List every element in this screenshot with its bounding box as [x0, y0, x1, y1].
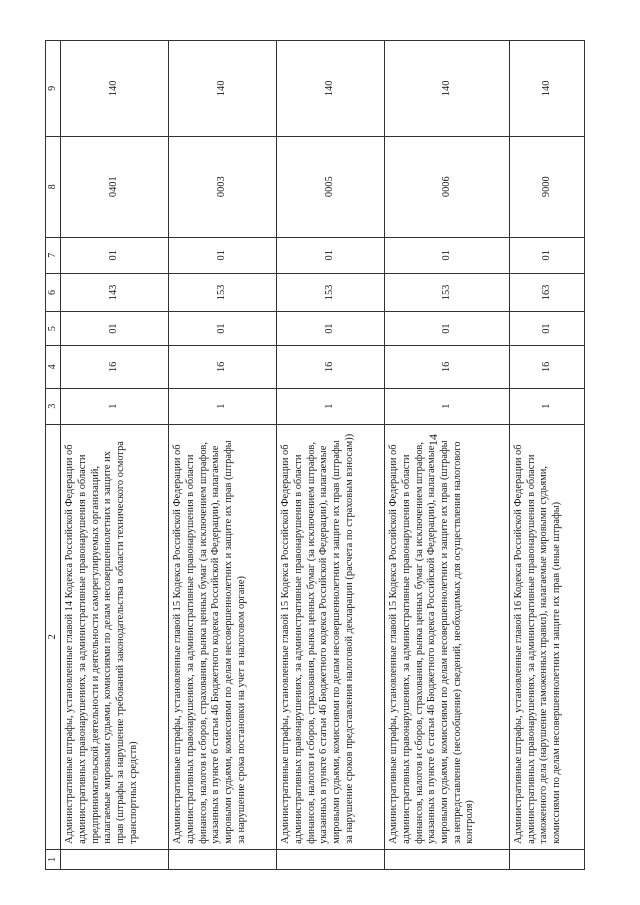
code-cell: 0005 — [277, 136, 385, 237]
rotated-table-container — [45, 40, 585, 870]
code-cell: 140 — [61, 41, 169, 137]
code-cell: 9000 — [509, 136, 584, 237]
code-cell: 01 — [169, 312, 277, 346]
code-cell: 1 — [277, 388, 385, 424]
table-row — [385, 41, 510, 870]
empty-cell — [169, 849, 277, 869]
header-cell: 6 — [46, 273, 61, 311]
header-cell: 9 — [46, 41, 61, 137]
code-cell: 153 — [277, 273, 385, 311]
table-row — [61, 41, 169, 870]
table-row — [509, 41, 584, 870]
code-cell: 1 — [509, 388, 584, 424]
code-cell: 16 — [277, 346, 385, 389]
empty-cell — [61, 849, 169, 869]
code-cell: 01 — [509, 237, 584, 273]
code-cell: 01 — [385, 237, 510, 273]
code-cell: 163 — [509, 273, 584, 311]
code-cell: 1 — [385, 388, 510, 424]
code-cell: 153 — [169, 273, 277, 311]
table-header-row — [46, 41, 61, 870]
code-cell: 01 — [277, 237, 385, 273]
code-cell: 01 — [169, 237, 277, 273]
fine-description: Административные штрафы, установленные главой 16 Кодекса Российской Федерации об административных правонарушениях, за административные правонарушения в области таможенного дела (нарушение таможенных правил), налагаемые мировыми судьями, комиссиями по делам несовершеннолетних и защите их прав (иные штрафы) — [509, 424, 584, 849]
header-cell: 3 — [46, 388, 61, 424]
code-cell: 16 — [385, 346, 510, 389]
fine-description: Административные штрафы, установленные главой 15 Кодекса Российской Федерации об административных правонарушениях, за административные правонарушения в области финансов, налогов и сборов, страхования, рынка ценных бумаг (за исключением штрафов, указанных в пункте 6 статьи 46 Бюджетного кодекса Российской Федерации), налагаемые мировыми судьями, комиссиями по делам несовершеннолетних и защите их прав (штрафы за нарушение срока постановки на учет в налоговом органе) — [169, 424, 277, 849]
code-cell: 140 — [385, 41, 510, 137]
header-cell: 4 — [46, 346, 61, 389]
page-number: 14 — [426, 434, 440, 446]
code-cell: 1 — [169, 388, 277, 424]
code-cell: 01 — [385, 312, 510, 346]
header-cell: 1 — [46, 849, 61, 869]
header-cell: 7 — [46, 237, 61, 273]
code-cell: 01 — [61, 237, 169, 273]
table-row — [277, 41, 385, 870]
code-cell: 16 — [61, 346, 169, 389]
empty-cell — [385, 849, 510, 869]
header-cell: 5 — [46, 312, 61, 346]
code-cell: 01 — [61, 312, 169, 346]
code-cell: 140 — [277, 41, 385, 137]
code-cell: 0401 — [61, 136, 169, 237]
fine-description: Административные штрафы, установленные главой 15 Кодекса Российской Федерации об административных правонарушениях, за административные правонарушения в области финансов, налогов и сборов, страхования, рынка ценных бумаг (за исключением штрафов, указанных в пункте 6 статьи 46 Бюджетного кодекса Российской Федерации), налагаемые мировыми судьями, комиссиями по делам несовершеннолетних и защите их прав (штрафы за нарушение сроков представления налоговой декларации (расчета по страховым взносам)) — [277, 424, 385, 849]
code-cell: 0003 — [169, 136, 277, 237]
code-cell: 16 — [509, 346, 584, 389]
code-cell: 01 — [277, 312, 385, 346]
code-cell: 16 — [169, 346, 277, 389]
code-cell: 140 — [169, 41, 277, 137]
fine-description: Административные штрафы, установленные главой 15 Кодекса Российской Федерации об административных правонарушениях, за административные правонарушения в области финансов, налогов и сборов, страхования, рынка ценных бумаг (за исключением штрафов, указанных в пункте 6 статьи 46 Бюджетного кодекса Российской Федерации), налагаемые мировыми судьями, комиссиями по делам несовершеннолетних и защите их прав (штрафы за непредставление (несообщение) сведений, необходимых для осуществления налогового контроля) — [385, 424, 510, 849]
empty-cell — [277, 849, 385, 869]
code-cell: 1 — [61, 388, 169, 424]
code-cell: 01 — [509, 312, 584, 346]
code-cell: 140 — [509, 41, 584, 137]
header-cell: 8 — [46, 136, 61, 237]
code-cell: 0006 — [385, 136, 510, 237]
code-cell: 153 — [385, 273, 510, 311]
empty-cell — [509, 849, 584, 869]
budget-classification-table — [45, 40, 585, 870]
header-cell: 2 — [46, 424, 61, 849]
code-cell: 143 — [61, 273, 169, 311]
fine-description: Административные штрафы, установленные главой 14 Кодекса Российской Федерации об административных правонарушениях, за административные правонарушения в области предпринимательской деятельности и деятельности саморегулируемых организаций, налагаемые мировыми судьями, комиссиями по делам несовершеннолетних и защите их прав (штрафы за нарушение требований законодательства в области технического осмотра транспортных средств) — [61, 424, 169, 849]
table-row — [169, 41, 277, 870]
